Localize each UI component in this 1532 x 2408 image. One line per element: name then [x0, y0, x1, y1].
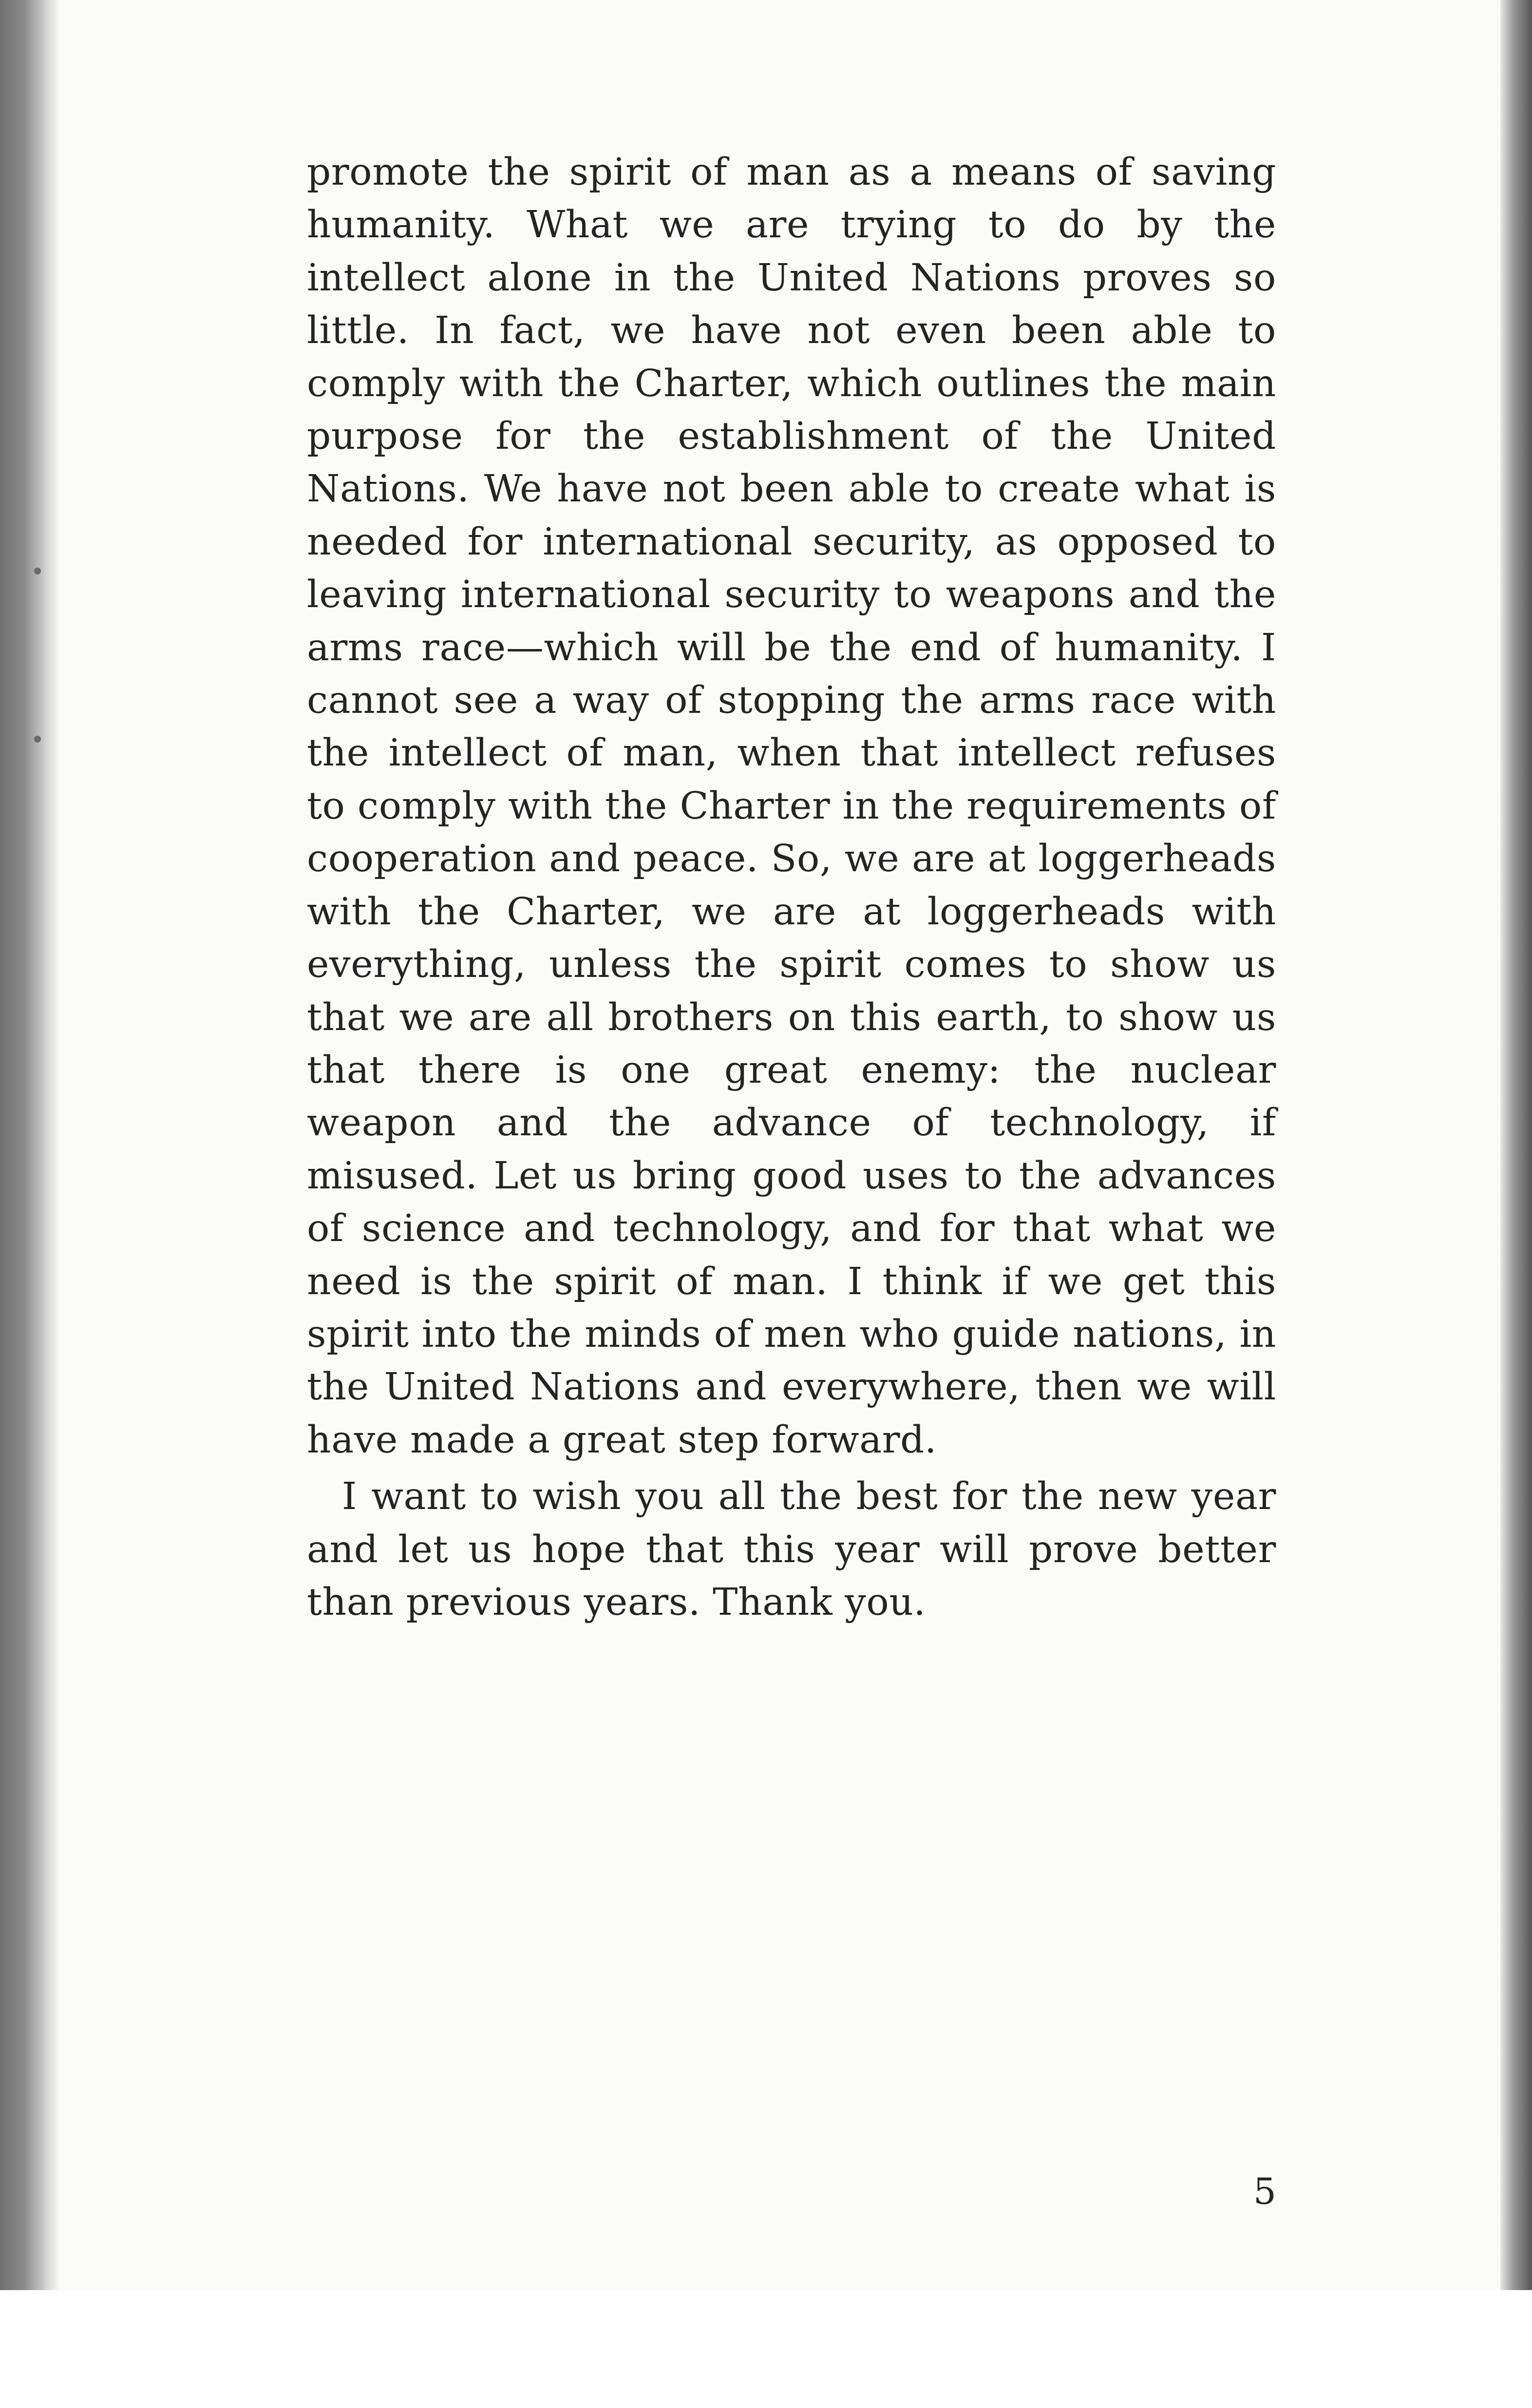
binding-edge [0, 0, 44, 2290]
scan-speck [34, 736, 41, 743]
body-text [307, 146, 1276, 1629]
bottom-margin [0, 2290, 1532, 2408]
right-page-edge [1500, 0, 1532, 2290]
binding-shadow [44, 0, 60, 2290]
paragraph-2: I want to wish you all the best for the new year and let us hope that this year will prove better than previous years. Thank you. [307, 1475, 1276, 1624]
page-number: 5 [1253, 2171, 1276, 2213]
paragraph-1: promote the spirit of man as a means of saving humanity. What we are trying to do by the intellect alone in the United Nations proves so little. In fact, we have not even been able to comply with the Charter, which outlines the main purpose for the establishment of the United Nations. We have not been able to create what is needed for international security, as opposed to leaving international security to weapons and the arms race—which will be the end of humanity. I cannot see a way of stopping the arms race with the intellect of man, when that intellect refuses to comply with the Charter in the requirements of cooperation and peace. So, we are at loggerheads with the Charter, we are at loggerheads with everything, unless the spirit comes to show us that we are all brothers on this earth, to show us that there is one great enemy: the nuclear weapon and the advance of technology, if misused. Let us bring good uses to the advances of science and technology, and for that what we need is the spirit of man. I think if we get this spirit into the minds of men who guide nations, in the United Nations and everywhere, then we will have made a great step forward. [307, 151, 1276, 1462]
scan-speck [34, 568, 41, 574]
